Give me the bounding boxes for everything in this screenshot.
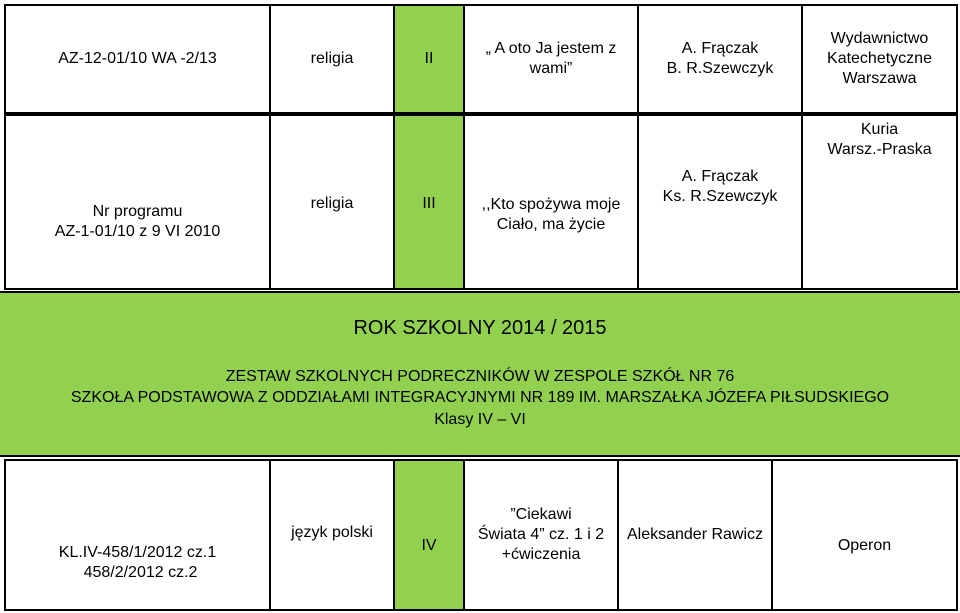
row3-publisher-line-1: Operon [837, 537, 892, 554]
row1-author-2: B. R.Szewczyk [666, 60, 774, 77]
row3-class-cell [393, 459, 465, 611]
row1-title-line-1: „ A oto Ja jestem z [485, 40, 617, 57]
row2-subject: religia [310, 195, 354, 212]
row2-publisher-line-2: Warsz.-Praska [827, 141, 932, 158]
row3-title-line-2: Świata 4” cz. 1 i 2 [477, 526, 605, 543]
row2-publisher-cell [801, 114, 958, 290]
row3-program-line-1: KL.IV-458/1/2012 cz.1 [58, 544, 217, 561]
row1-program-cell [4, 4, 271, 114]
row2-program-cell [4, 114, 271, 290]
row3-subject-cell [269, 459, 395, 611]
row2-authors-cell [637, 114, 803, 290]
row1-publisher-line-1: Wydawnictwo [830, 30, 929, 47]
row1-program-line-1: AZ-12-01/10 WA -2/13 [58, 50, 217, 67]
row2-class: III [422, 195, 436, 212]
row3-program-cell [4, 459, 271, 611]
row2-author-2: Ks. R.Szewczyk [662, 188, 778, 205]
row1-class: II [424, 50, 434, 67]
row1-title-line-2: wami” [529, 60, 573, 77]
row2-title-line-2: Ciało, ma życie [496, 216, 606, 233]
row2-title-cell [463, 114, 639, 290]
row3-authors-cell [617, 459, 773, 611]
row3-subject: język polski [291, 524, 373, 541]
banner-title: ROK SZKOLNY 2014 / 2015 [353, 317, 607, 339]
row3-class: IV [421, 537, 437, 554]
row1-publisher-cell [801, 4, 958, 114]
row3-title-cell [463, 459, 619, 611]
school-year-banner [0, 291, 960, 457]
row3-publisher-cell [771, 459, 958, 611]
row3-program-line-2: 458/2/2012 cz.2 [83, 564, 198, 581]
banner-line-2: SZKOŁA PODSTAWOWA Z ODDZIAŁAMI INTEGRACYJNYMI NR 189 IM. MARSZAŁKA JÓZEFA PIŁSUDSKIEGO [70, 389, 890, 406]
row1-author-1: A. Frączak [681, 40, 759, 57]
row3-title-line-3: +ćwiczenia [501, 546, 581, 563]
banner-line-3: Klasy IV – VI [434, 411, 526, 428]
row1-class-cell [393, 4, 465, 114]
row2-title-line-1: ,,Kto spożywa moje [481, 196, 621, 213]
row2-program-line-1: Nr programu [92, 203, 183, 220]
row2-author-1: A. Frączak [681, 168, 759, 185]
row1-subject: religia [310, 50, 354, 67]
row1-publisher-line-3: Warszawa [842, 70, 917, 87]
row2-class-cell [393, 114, 465, 290]
row1-publisher-line-2: Katechetyczne [827, 50, 932, 67]
row3-author-1: Aleksander Rawicz [626, 526, 764, 543]
row1-authors-cell [637, 4, 803, 114]
row2-publisher-line-1: Kuria [860, 121, 899, 138]
row2-subject-cell [269, 114, 395, 290]
banner-line-1: ZESTAW SZKOLNYCH PODRECZNIKÓW W ZESPOLE SZKÓŁ NR 76 [225, 368, 735, 385]
row3-title-line-1: ”Ciekawi [510, 506, 572, 523]
row1-subject-cell [269, 4, 395, 114]
row1-title-cell [463, 4, 639, 114]
row2-program-line-2: AZ-1-01/10 z 9 VI 2010 [54, 223, 221, 240]
